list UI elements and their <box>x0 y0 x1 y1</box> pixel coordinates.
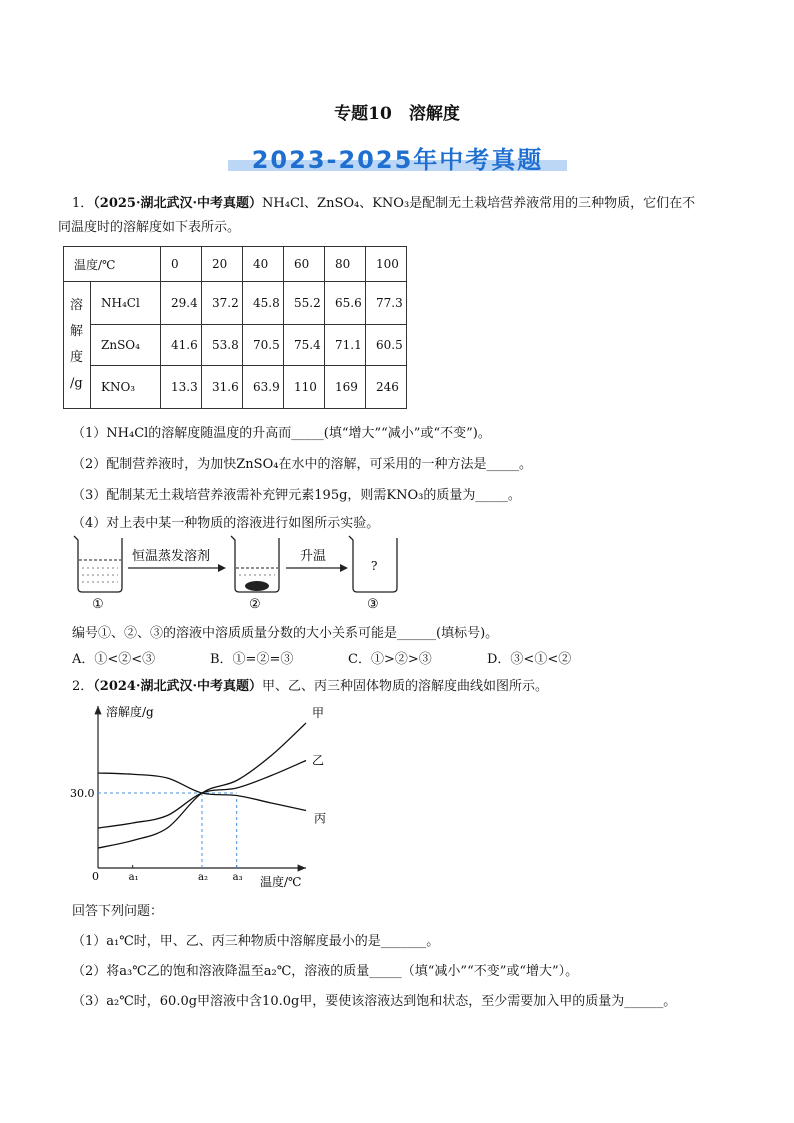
series-label: 丙 <box>314 811 326 826</box>
table-cell: 246 <box>366 366 407 409</box>
table-group-label: 溶 解 度 /g <box>64 282 91 409</box>
q1-stem-line1 <box>72 192 695 211</box>
beaker-1 <box>74 536 122 592</box>
table-cell: 31.6 <box>202 366 243 409</box>
q2-sub2: （2）将a₃℃乙的饱和溶液降温至a₂℃，溶液的质量_____（填“减小”“不变”或“增大”）。 <box>72 964 579 979</box>
q1-number: 1． <box>72 196 94 211</box>
beaker-3-unknown: ? <box>371 559 378 573</box>
table-cell: 169 <box>325 366 366 409</box>
q1-source: （2025·湖北武汉·中考真题） <box>93 196 263 211</box>
page-title: 专题10 溶解度 <box>334 104 460 124</box>
crystal-precipitate <box>245 581 269 591</box>
solubility-curve-chart <box>66 700 326 894</box>
q1-stem-line2: 同温度时的溶解度如下表所示。 <box>58 220 241 235</box>
q2-stem <box>72 675 548 694</box>
table-temp: 80 <box>325 247 366 282</box>
table-cell: 60.5 <box>366 325 407 366</box>
table-temp: 100 <box>366 247 407 282</box>
x-axis-label: 温度/℃ <box>260 875 302 889</box>
table-cell-name: NH₄Cl <box>91 282 161 325</box>
table-cell: 65.6 <box>325 282 366 325</box>
option-b: B．①=②=③ <box>210 652 294 667</box>
arrowhead-1 <box>218 564 226 572</box>
origin-label: 0 <box>92 870 99 883</box>
q1-stem-text: NH₄Cl、ZnSO₄、KNO₃是配制无土栽培营养液常用的三种物质，它们在不 <box>262 196 696 211</box>
series-label: 乙 <box>312 753 325 768</box>
table-cell: 37.2 <box>202 282 243 325</box>
beaker-3 <box>349 536 397 592</box>
table-cell-name: ZnSO₄ <box>91 325 161 366</box>
q2-answer-intro: 回答下列问题： <box>72 904 164 919</box>
y-axis-label: 溶解度/g <box>106 705 154 719</box>
arrow-2-label: 升温 <box>300 549 327 564</box>
banner-text: 2023-2025年中考真题 <box>251 146 544 174</box>
option-a: A．①<②<③ <box>72 652 156 667</box>
x-tick-label: a₁ <box>128 872 139 883</box>
table-cell: 13.3 <box>161 366 202 409</box>
table-cell: 45.8 <box>243 282 284 325</box>
x-tick-label: a₂ <box>198 872 208 883</box>
q2-sub1: （1）a₁℃时，甲、乙、丙三种物质中溶解度最小的是_______。 <box>72 934 440 949</box>
beaker-2 <box>231 536 279 592</box>
q2-sub3: （3）a₂℃时，60.0g甲溶液中含10.0g甲，要使该溶液达到饱和状态，至少需要加入甲的质量为______。 <box>72 994 677 1009</box>
table-header-label: 温度/℃ <box>64 247 161 282</box>
series-label: 甲 <box>312 706 325 720</box>
table-cell: 110 <box>284 366 325 409</box>
q1-sub3: （3）配制某无土栽培营养液需补充钾元素195g，则需KNO₃的质量为_____。 <box>72 488 521 503</box>
series-curve-3 <box>98 773 306 811</box>
q1-sub4-question: 编号①、②、③的溶液中溶质质量分数的大小关系可能是______(填标号)。 <box>72 626 499 641</box>
arrow-1-label: 恒温蒸发溶剂 <box>132 549 211 564</box>
beaker-3-label: ③ <box>367 597 379 612</box>
table-header-row <box>64 247 407 282</box>
y-tick-label: 30.0 <box>70 787 95 800</box>
table-temp: 40 <box>243 247 284 282</box>
table-cell-name: KNO₃ <box>91 366 161 409</box>
x-tick-label: a₃ <box>232 872 243 883</box>
section-banner <box>220 140 575 174</box>
table-row <box>64 282 407 325</box>
table-cell: 77.3 <box>366 282 407 325</box>
table-row <box>64 366 407 409</box>
q2-source: （2024·湖北武汉·中考真题） <box>93 679 263 694</box>
q1-sub4: （4）对上表中某一种物质的溶液进行如图所示实验。 <box>72 516 380 531</box>
table-cell: 41.6 <box>161 325 202 366</box>
q2-stem-text: 甲、乙、丙三种固体物质的溶解度曲线如图所示。 <box>262 679 549 694</box>
beaker-1-label: ① <box>92 597 104 612</box>
table-row <box>64 325 407 366</box>
table-temp: 20 <box>202 247 243 282</box>
table-cell: 70.5 <box>243 325 284 366</box>
table-cell: 63.9 <box>243 366 284 409</box>
table-cell: 75.4 <box>284 325 325 366</box>
solubility-table <box>63 246 407 409</box>
table-cell: 29.4 <box>161 282 202 325</box>
q2-number: 2． <box>72 679 94 694</box>
q1-sub1: （1）NH₄Cl的溶解度随温度的升高而_____(填“增大”“减小”或“不变”)。 <box>72 426 491 441</box>
option-d: D．③<①<② <box>487 652 572 667</box>
q1-sub2: （2）配制营养液时，为加快ZnSO₄在水中的溶解，可采用的一种方法是_____。 <box>72 457 532 472</box>
table-cell: 53.8 <box>202 325 243 366</box>
beaker-diagram <box>68 530 408 612</box>
beaker-2-label: ② <box>249 597 261 612</box>
table-temp: 0 <box>161 247 202 282</box>
option-c: C．①>②>③ <box>348 652 432 667</box>
table-cell: 55.2 <box>284 282 325 325</box>
arrowhead-2 <box>340 564 348 572</box>
table-cell: 71.1 <box>325 325 366 366</box>
table-temp: 60 <box>284 247 325 282</box>
